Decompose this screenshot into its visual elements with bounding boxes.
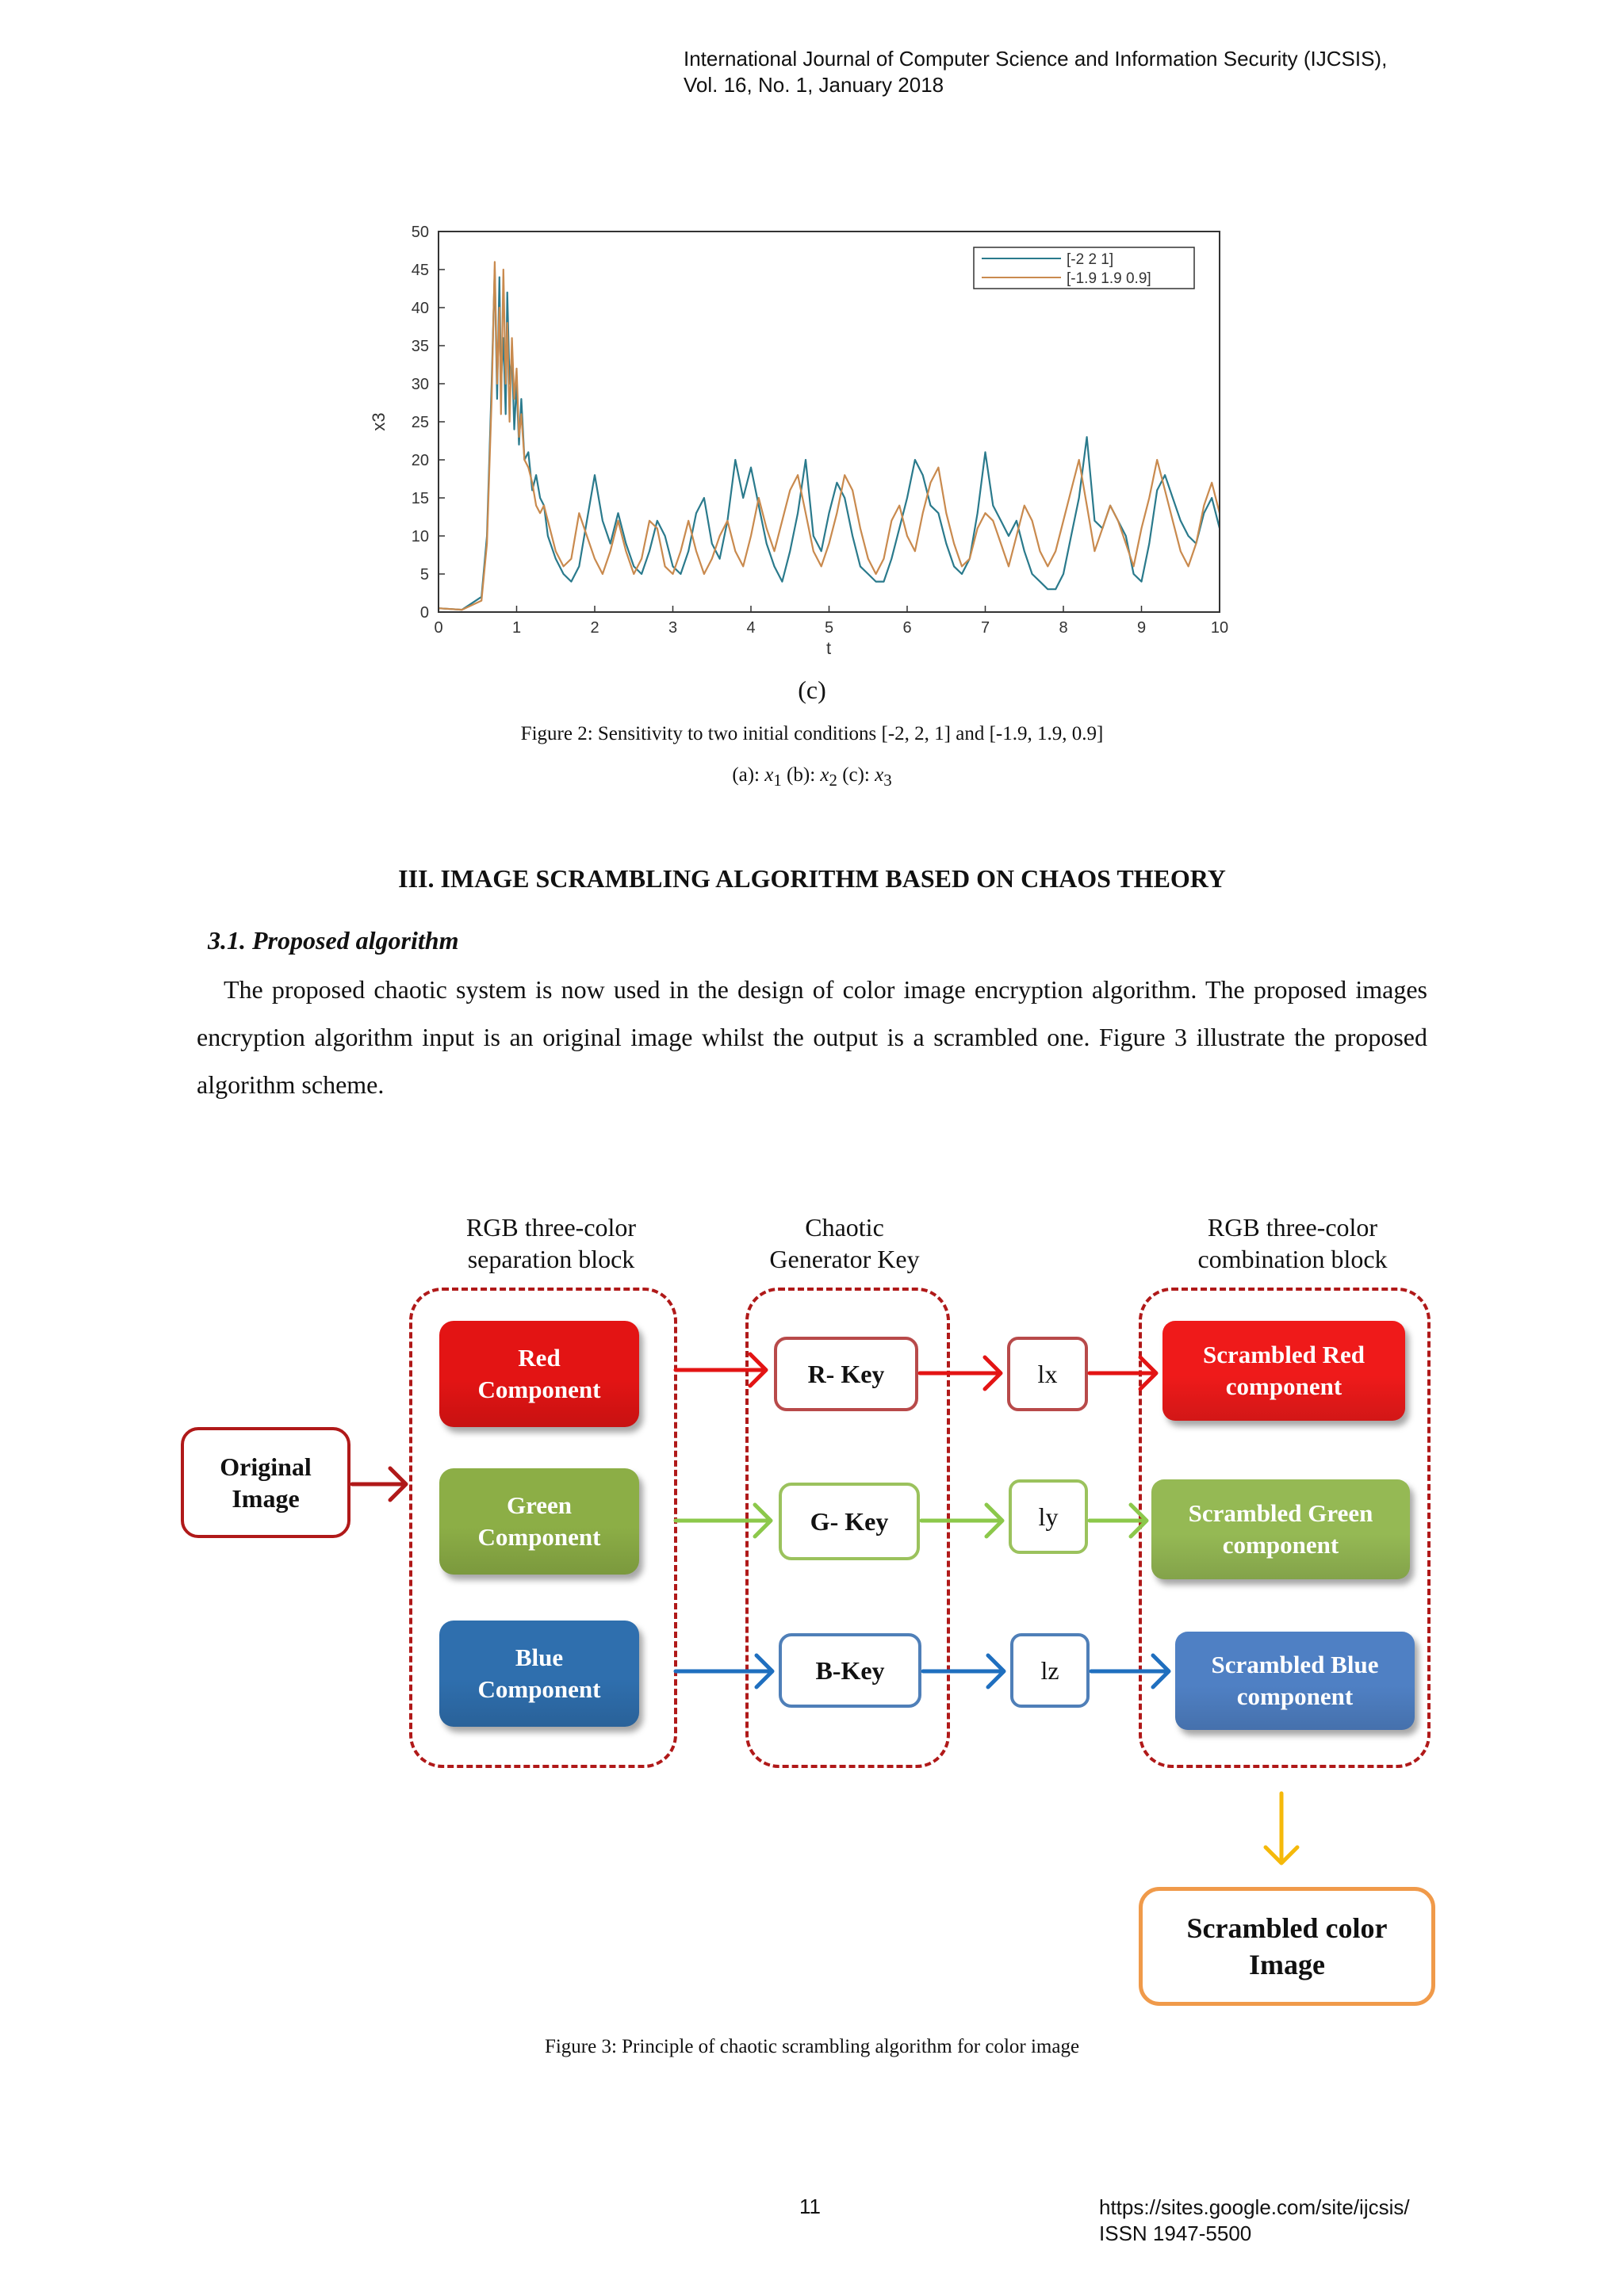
header-separation-line-2: separation block (467, 1245, 635, 1273)
green-component-line-2: Component (477, 1523, 601, 1551)
caption-part-c: (c): (837, 764, 875, 786)
arrow-blue-1 (676, 1655, 772, 1687)
chart-x-tick-label: 3 (668, 619, 678, 637)
caption-sub-c: 3 (883, 771, 892, 790)
output-line-1: Scrambled color (1186, 1912, 1388, 1944)
scrambled-blue-line-2: component (1236, 1682, 1354, 1710)
arrow-red-2 (920, 1357, 1001, 1389)
chart-y-tick-label: 45 (411, 262, 429, 279)
caption-var-b: x (820, 764, 829, 786)
chart-y-tick-label: 30 (411, 376, 429, 393)
chart-y-tick-label: 50 (411, 224, 429, 241)
red-component-line-1: Red (518, 1344, 561, 1372)
header-combination-line-2: combination block (1197, 1245, 1388, 1273)
journal-line-2: Vol. 16, No. 1, January 2018 (684, 73, 944, 97)
original-line-1: Original (220, 1452, 312, 1481)
header-combination-line-1: RGB three-color (1207, 1213, 1378, 1242)
arrow-green-3 (1090, 1505, 1147, 1536)
blue-component-line-1: Blue (515, 1644, 564, 1671)
subsection-title: 3.1. Proposed algorithm (208, 926, 459, 955)
chart-y-tick-label: 25 (411, 414, 429, 431)
page-number: 11 (799, 2195, 821, 2218)
figure-2-subcaption: (c) (798, 675, 826, 704)
g-key-box: G- Key (779, 1483, 920, 1560)
chart-x-tick-label: 9 (1136, 619, 1147, 637)
arrow-original-to-block (352, 1468, 406, 1500)
arrow-red-3 (1090, 1357, 1156, 1389)
chart-x-tick-label: 1 (511, 619, 522, 637)
chart-y-tick-label: 5 (419, 566, 429, 584)
caption-var-a: x (764, 764, 774, 786)
legend-label-series-1: [-2 2 1] (1067, 251, 1114, 268)
caption-sub-b: 2 (829, 771, 837, 790)
ly-box: ly (1009, 1479, 1088, 1554)
chart-x-tick-label: 2 (590, 619, 599, 637)
scrambled-red-line-1: Scrambled Red (1202, 1341, 1365, 1368)
scrambled-blue-line-1: Scrambled Blue (1211, 1651, 1379, 1678)
arrow-green-2 (921, 1505, 1002, 1536)
chart-x-tick-label: 0 (434, 619, 443, 637)
caption-var-c: x (875, 764, 884, 786)
caption-sub-a: 1 (773, 771, 782, 790)
caption-part-a: (a): (732, 764, 765, 786)
footer-issn: ISSN 1947-5500 (1099, 2221, 1252, 2245)
blue-component-line-2: Component (477, 1675, 601, 1703)
chart-y-tick-label: 15 (411, 490, 429, 507)
chart-x-tick-label: 8 (1059, 619, 1068, 637)
green-component-line-1: Green (506, 1491, 573, 1519)
chart-y-tick-label: 40 (411, 300, 429, 317)
section-title: III. IMAGE SCRAMBLING ALGORITHM BASED ON CHAOS THEORY (398, 864, 1226, 893)
chart-x-axis-label: t (825, 638, 832, 658)
scrambled-green-line-2: component (1222, 1531, 1339, 1559)
chart-y-tick-label: 10 (411, 528, 429, 545)
scrambled-red-line-2: component (1225, 1372, 1342, 1400)
figure-2-caption: Figure 2: Sensitivity to two initial conditions [-2, 2, 1] and [-1.9, 1.9, 0.9] (520, 723, 1104, 744)
arrow-blue-3 (1091, 1655, 1169, 1687)
red-component-line-2: Component (477, 1376, 601, 1403)
chart-y-tick-label: 35 (411, 338, 429, 355)
lx-box: lx (1007, 1337, 1088, 1411)
figure-3-caption: Figure 3: Principle of chaotic scrambling algorithm for color image (544, 2036, 1080, 2057)
body-paragraph: The proposed chaotic system is now used in the design of color image encryption algorithm. The proposed images encryption algorithm input is an original image whilst the output is a scrambled one. Figure 3 illustrate the proposed algorithm scheme. (197, 975, 1427, 1099)
arrow-blue-2 (923, 1655, 1004, 1687)
caption-part-b: (b): (781, 764, 821, 786)
arrow-green-1 (676, 1505, 771, 1536)
r-key-box: R- Key (774, 1337, 918, 1411)
lz-box: lz (1010, 1633, 1090, 1708)
b-key-box: B-Key (779, 1633, 921, 1708)
chart-x-tick-label: 4 (746, 619, 756, 637)
footer-info (1099, 2195, 1410, 2247)
chart-x-tick-label: 6 (902, 619, 912, 637)
scrambled-green-line-1: Scrambled Green (1188, 1499, 1373, 1527)
header-separation-line-1: RGB three-color (465, 1213, 637, 1242)
header-key-line-1: Chaotic (805, 1213, 884, 1242)
chart-x-tick-label: 5 (824, 619, 834, 637)
chart-y-axis-label: x3 (369, 412, 389, 431)
arrow-red-1 (676, 1354, 766, 1386)
legend-label-series-2: [-1.9 1.9 0.9] (1067, 270, 1151, 287)
output-line-2: Image (1249, 1949, 1325, 1980)
journal-line-1: International Journal of Computer Science and Information Security (IJCSIS), (684, 47, 1388, 71)
header-key-line-2: Generator Key (769, 1245, 920, 1273)
chart-y-tick-label: 20 (411, 452, 429, 469)
arrow-to-output (1266, 1793, 1297, 1863)
original-line-2: Image (232, 1484, 300, 1513)
chart-x-tick-label: 10 (1210, 619, 1229, 637)
footer-url: https://sites.google.com/site/ijcsis/ (1099, 2195, 1410, 2219)
chart-x-tick-label: 7 (980, 619, 990, 637)
chart-y-tick-label: 0 (419, 604, 429, 622)
